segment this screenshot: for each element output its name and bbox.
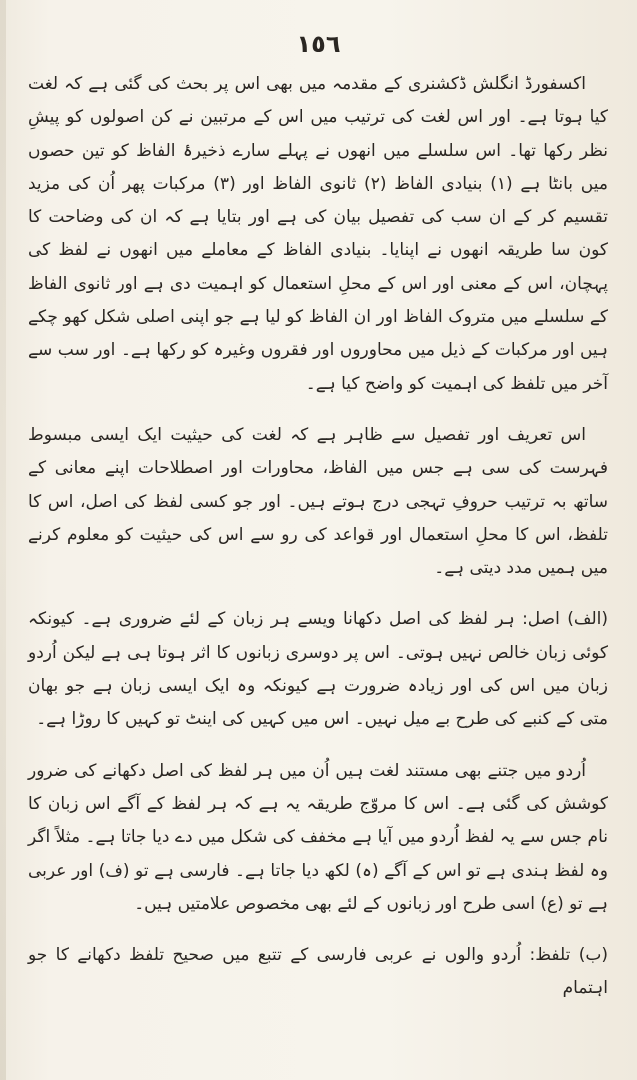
paragraph-definition: اس تعریف اور تفصیل سے ظاہر ہے کہ لغت کی حیثیت ایک ایسی مبسوط فہرست کی سی ہے جس میں الفاظ، محاورات اور اصطلاحات اپنے معانی کے ساتھ بہ ترتیب حروفِ تہجی درج ہوتے ہیں۔ اور جو کسی لفظ کی اصل، اس کا تلفظ، اس کا محلِ استعمال اور قواعد کی رو سے اس کی حیثیت کو معلوم کرنے میں ہمیں مدد دیتی ہے۔ xyxy=(28,424,608,579)
scan-edge-shadow xyxy=(0,0,6,1080)
page-body xyxy=(28,68,608,1012)
page-number: ١٥٦ xyxy=(296,30,341,58)
paragraph-oxford-dictionary: اکسفورڈ انگلش ڈکشنری کے مقدمہ میں بھی اس پر بحث کی گئی ہے کہ لغت کیا ہوتا ہے۔ اور اس لغت کی ترتیب میں اس کے مرتبین نے کن اصولوں کو پیشِ نظر رکھا تھا۔ اس سلسلے میں انھوں نے پہلے سارے ذخیرۂ الفاظ کو تین حصوں میں بانٹا ہے (۱) بنیادی الفاظ (۲) ثانوی الفاظ اور (۳) مرکبات پھر اُن کی مزید تقسیم کر کے ان سب کی تفصیل بیان کی ہے اور بتایا ہے کہ ان کی وضاحت کا کون سا طریقہ انھوں نے اپنایا۔ بنیادی الفاظ کے معاملے میں انھوں نے لفظ کی پہچان، اس کے معنی اور اس کے محلِ استعمال کو اہمیت دی ہے اور ثانوی الفاظ کے سلسلے میں متروک الفاظ اور ان الفاظ کو لیا ہے جو اپنی اصلی شکل کھو چکے ہیں اور مرکبات کے ذیل میں محاوروں اور فقروں وغیرہ کو رکھا ہے۔ اور سب سے آخر میں تلفظ کی اہمیت کو واضح کیا ہے۔ xyxy=(28,74,608,394)
paragraph-origin: (الف) اصل: ہر لفظ کی اصل دکھانا ویسے ہر زبان کے لئے ضروری ہے۔ کیونکہ کوئی زبان خالص نہیں ہوتی۔ اس پر دوسری زبانوں کا اثر ہوتا ہی ہے لیکن اُردو زبان میں اس کی اور زیادہ ضرورت ہے کیونکہ وہ ایک ایسی زبان ہے جو بھان متی کے کنبے کی طرح بے میل نہیں۔ اس میں کہیں کی اینٹ تو کہیں کا روڑا ہے۔ xyxy=(28,609,608,730)
paragraph-pronunciation: (ب) تلفظ: اُردو والوں نے عربی فارسی کے تتبع میں صحیح تلفظ دکھانے کا جو اہتمام xyxy=(28,945,608,999)
paragraph-urdu-dictionaries: اُردو میں جتنے بھی مستند لغت ہیں اُن میں ہر لفظ کی اصل دکھانے کی ضرور کوشش کی گئی ہے۔ اس کا مروّج طریقہ یہ ہے کہ ہر لفظ کے آگے اس زبان کا نام جس سے یہ لفظ اُردو میں آیا ہے مخفف کی شکل میں دے دیا جاتا ہے۔ مثلاً اگر وہ لفظ ہندی ہے تو اس کے آگے (ہ) لکھ دیا جاتا ہے۔ فارسی ہے تو (ف) اور عربی ہے تو (ع) اسی طرح اور زبانوں کے لئے بھی مخصوص علامتیں ہیں۔ xyxy=(28,760,608,914)
